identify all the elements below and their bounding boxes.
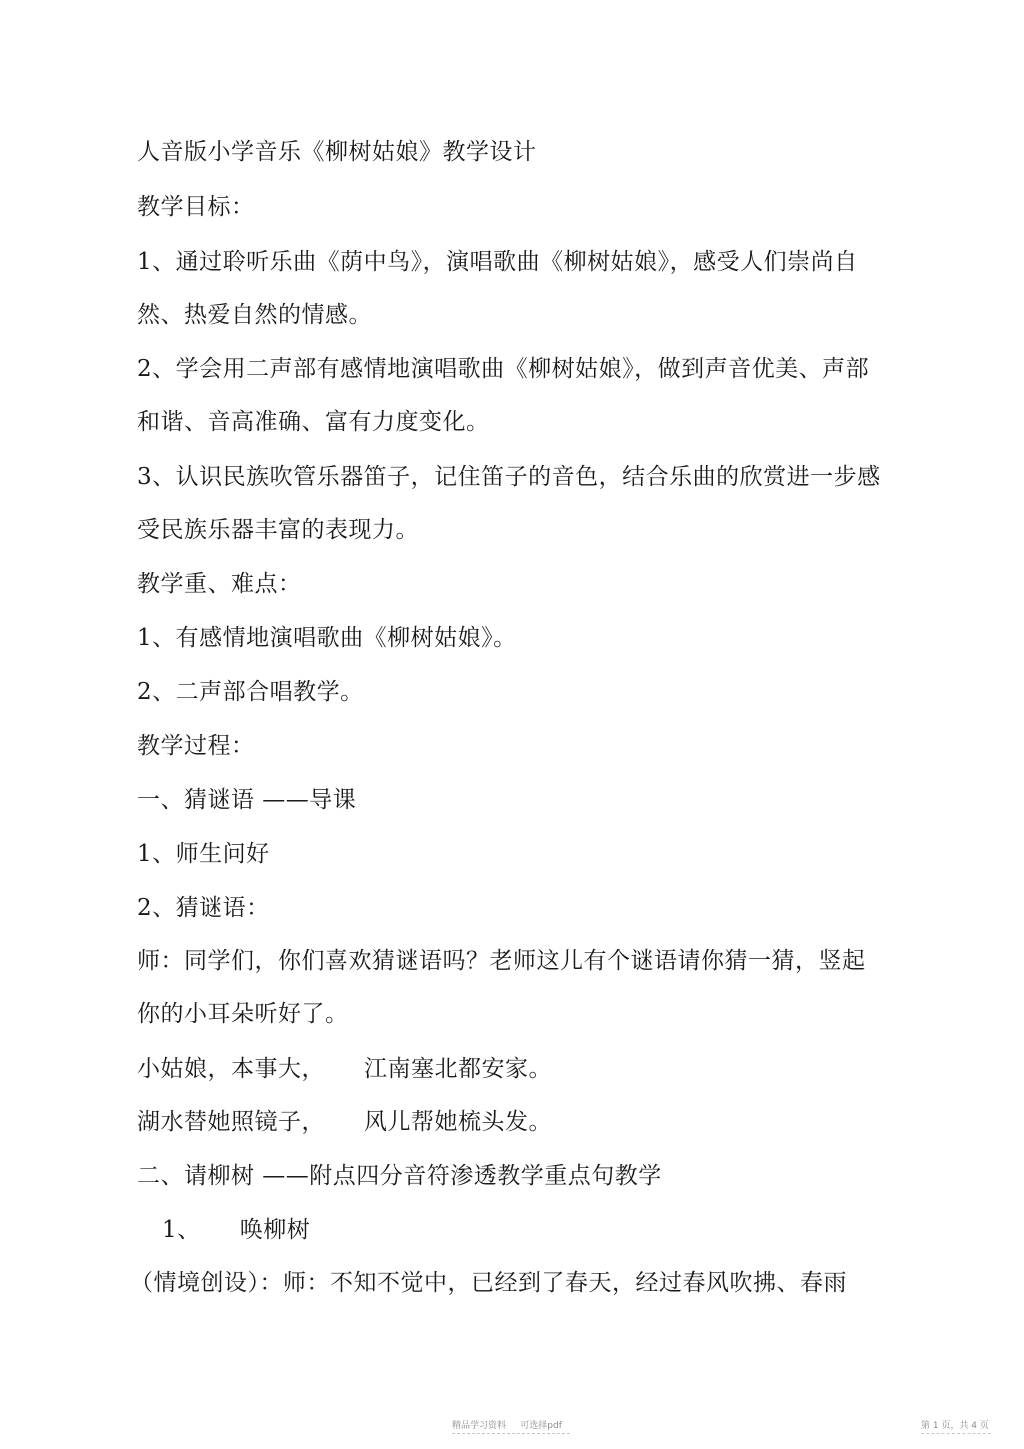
paragraph-line: 然、热爱自然的情感。 xyxy=(137,302,372,328)
paragraph-line: 1、通过聆听乐曲《荫中鸟》，演唱歌曲《柳树姑娘》，感受人们崇尚自 xyxy=(137,249,858,275)
section-heading: 教学过程： xyxy=(137,733,255,759)
paragraph-line: （情境创设）：师：不知不觉中，已经到了春天，经过春风吹拂、春雨 xyxy=(130,1270,847,1296)
paragraph-line: 3、认识民族吹管乐器笛子，记住笛子的音色，结合乐曲的欣赏进一步感 xyxy=(137,464,881,490)
paragraph-line: 2、二声部合唱教学。 xyxy=(137,679,364,705)
section-heading: 教学重、难点： xyxy=(137,571,302,597)
paragraph-line: 和谐、音高准确、富有力度变化。 xyxy=(137,409,490,435)
riddle-line: 湖水替她照镜子， 风儿帮她梳头发。 xyxy=(137,1109,553,1135)
footer-left-divider xyxy=(452,1433,570,1434)
paragraph-line: 受民族乐器丰富的表现力。 xyxy=(137,517,419,543)
footer-right-divider xyxy=(921,1433,991,1434)
footer-left-text: 精品学习资料 可选择pdf xyxy=(452,1421,562,1431)
section-heading: 二、请柳树 ——附点四分音符渗透教学重点句教学 xyxy=(137,1163,662,1189)
paragraph-line: 1、师生问好 xyxy=(137,841,270,867)
paragraph-line: 2、学会用二声部有感情地演唱歌曲《柳树姑娘》，做到声音优美、声部 xyxy=(137,356,870,382)
paragraph-line: 师：同学们，你们喜欢猜谜语吗？老师这儿有个谜语请你猜一猜，竖起 xyxy=(137,948,866,974)
riddle-line: 小姑娘，本事大， 江南塞北都安家。 xyxy=(137,1056,553,1082)
section-heading: 教学目标： xyxy=(137,194,255,220)
document-title: 人音版小学音乐《柳树姑娘》教学设计 xyxy=(137,139,537,165)
section-heading: 一、猜谜语 ——导课 xyxy=(137,787,357,813)
footer-page-number: 第 1 页，共 4 页 xyxy=(921,1421,989,1431)
paragraph-line: 2、猜谜语： xyxy=(137,895,270,921)
paragraph-line: 1、有感情地演唱歌曲《柳树姑娘》。 xyxy=(137,625,517,651)
paragraph-line: 1、 唤柳树 xyxy=(162,1217,311,1243)
paragraph-line: 你的小耳朵听好了。 xyxy=(137,1001,349,1027)
